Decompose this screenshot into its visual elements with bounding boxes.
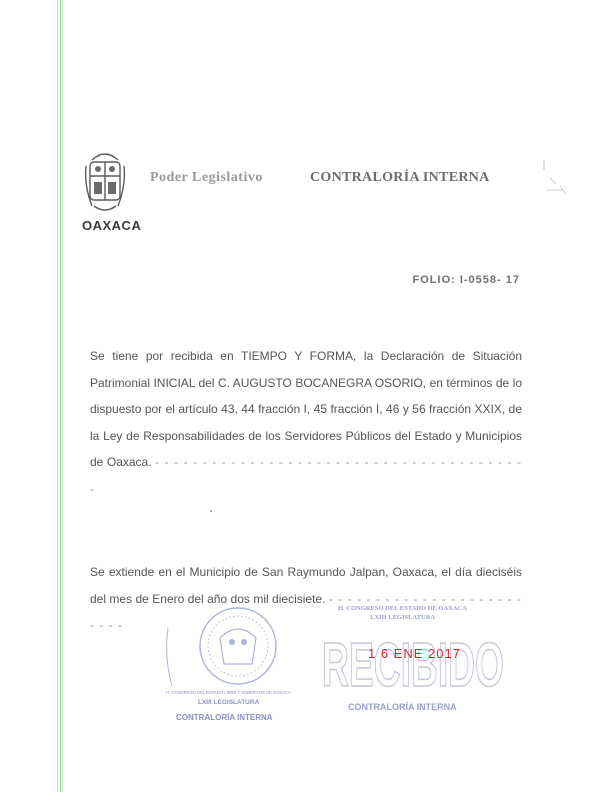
congress-seal-stamp [160,598,310,728]
seal-text: CONTRALORÍA INTERNA [176,713,273,722]
dash-filler: - - - - - - - - - - - - - - - - - - - - - - - - - - - - - - - - - - - - - - - - [90,455,522,496]
stamp-text: LXIII LEGISLATURA [370,614,436,621]
seal-text: H. CONGRESO DEL ESTADO LIBRE Y SOBERANO DE OAXACA [166,690,291,695]
state-name: OAXACA [82,218,142,233]
stamp-text: CONTRALORÍA INTERNA [348,702,457,712]
paragraph-text: Se tiene por recibida en TIEMPO Y FORMA, la Declaración de Situación Patrimonial INICIAL del C. AUGUSTO BOCANEGRA OSORIO, en términos de lo dispuesto por el artículo 43, 44 fracción I, 45 fracción I, 46 y 56 fracción XXIX, de la Ley de Responsabilidades de los Servidores Públicos del Estado y Municipios de Oaxaca. [90,349,522,469]
folio-number: FOLIO: I-0558- 17 [412,274,520,286]
stamp-word: RECIBIDO [322,631,504,700]
speck [210,510,212,512]
dash-filler: - - - - - - - - - - - - - - - - - - - - - - - - - [90,591,522,632]
margin-line [57,0,58,792]
paragraph-text: Se extiende en el Municipio de San Raymundo Jalpan, Oaxaca, el día dieciséis del mes de Enero del año dos mil diecisiete. [90,565,522,606]
department-name: CONTRALORÍA INTERNA [310,170,490,185]
oaxaca-crest-icon [84,146,126,218]
institution-name: Poder Legislativo [150,170,263,185]
stamp-text: H. CONGRESO DEL ESTADO DE OAXACA [338,605,467,612]
receipt-paragraph [90,343,522,502]
received-date: 1 6 ENE 2017 [368,646,461,661]
margin-line [62,0,63,792]
seal-text: LXIII LEGISLATURA [198,699,260,706]
margin-line [60,0,61,792]
corner-mark-icon [540,158,570,198]
